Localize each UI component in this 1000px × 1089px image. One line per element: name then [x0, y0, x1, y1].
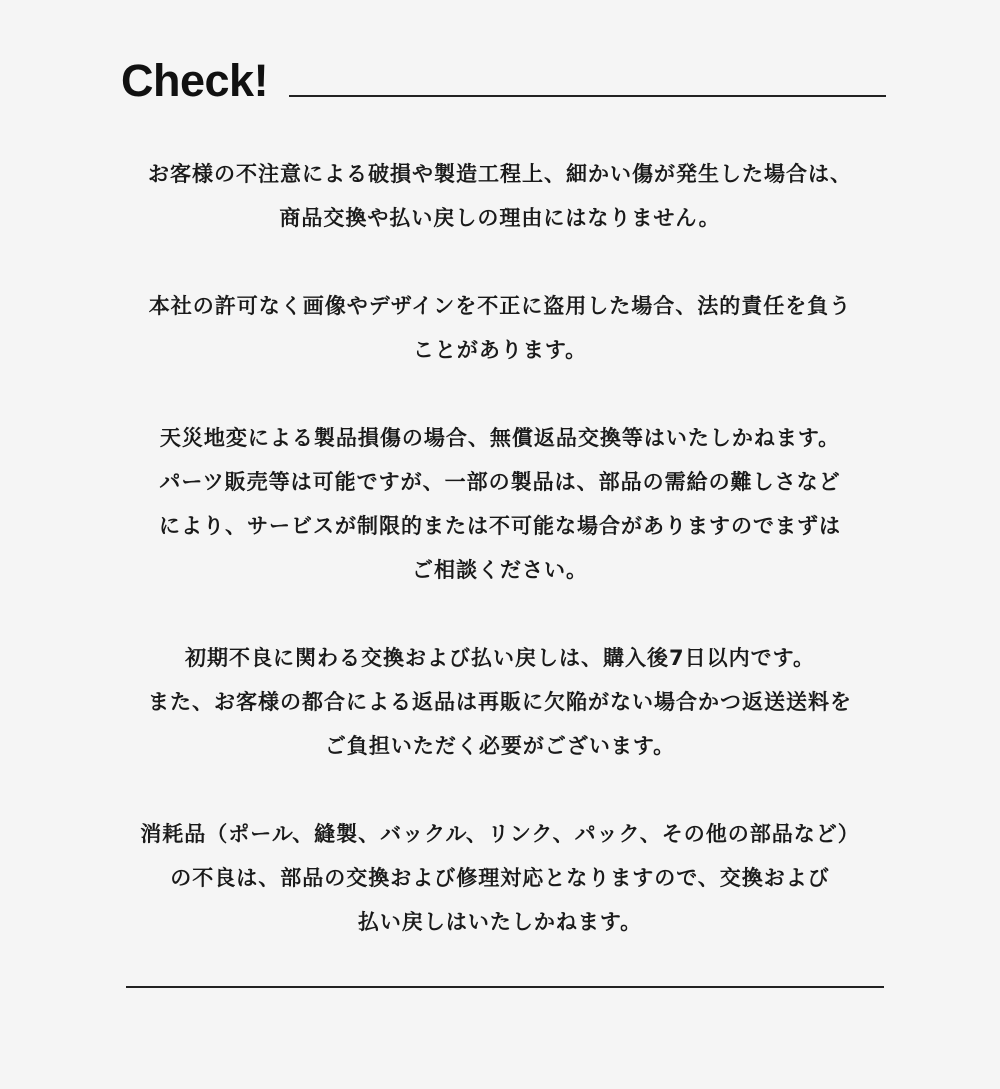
notice-line: ご負担いただく必要がございます。 [324, 734, 676, 758]
notice-line: ご相談ください。 [412, 558, 588, 582]
notice-line: 天災地変による製品損傷の場合、無償返品交換等はいたしかねます。 [159, 426, 841, 450]
notice-paragraph-copyright [60, 284, 940, 372]
notice-paragraph-damage [60, 152, 940, 240]
notice-paragraph-returns [60, 636, 940, 768]
notice-line: お客様の不注意による破損や製造工程上、細かい傷が発生した場合は、 [148, 162, 852, 186]
notice-line: 初期不良に関わる交換および払い戻しは、購入後7日以内です。 [185, 646, 815, 670]
notice-line: 商品交換や払い戻しの理由にはなりません。 [279, 206, 721, 230]
page-title: Check! [121, 55, 269, 106]
notice-line: また、お客様の都合による返品は再販に欠陥がない場合かつ返送送料を [148, 690, 852, 714]
notice-line: の不良は、部品の交換および修理対応となりますので、交換および [170, 866, 830, 890]
notice-paragraph-consumables [60, 812, 940, 944]
notice-line: 消耗品（ポール、縫製、バックル、リンク、パック、その他の部品など） [140, 822, 860, 846]
notice-line: 払い戻しはいたしかねます。 [357, 910, 643, 934]
notice-line: パーツ販売等は可能ですが、一部の製品は、部品の需給の難しさなど [159, 470, 841, 494]
heading-divider [289, 95, 886, 97]
notice-content [60, 152, 940, 988]
notice-paragraph-disaster [60, 416, 940, 592]
notice-line: ことがあります。 [412, 338, 588, 362]
notice-line: により、サービスが制限的または不可能な場合がありますのでまずは [159, 514, 841, 538]
bottom-divider [126, 986, 884, 988]
notice-line: 本社の許可なく画像やデザインを不正に盗用した場合、法的責任を負う [148, 294, 852, 318]
heading-row [121, 52, 886, 112]
